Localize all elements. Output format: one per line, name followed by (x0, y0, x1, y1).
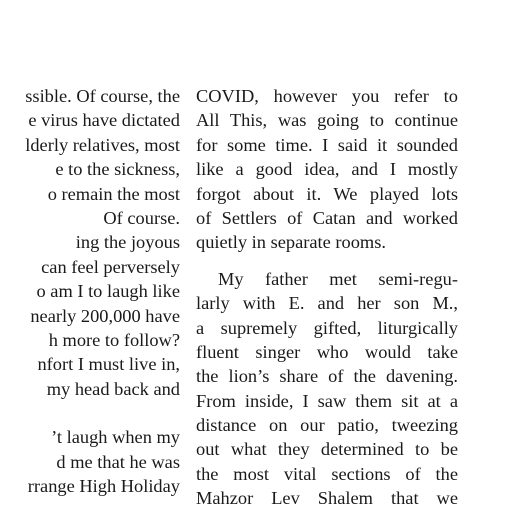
text-line: larly with E. and her son M., (196, 293, 458, 314)
paragraph (196, 267, 458, 511)
text-line: e virus have dictated (28, 110, 180, 131)
text-line: out what they determined to be (196, 439, 458, 460)
text-line: My father met semi-regu- (218, 268, 458, 289)
text-line: nfort I must live in, (37, 354, 180, 375)
text-line: the most vital sections of the (196, 463, 458, 484)
text-line: ing the joyous (75, 232, 180, 253)
text-line: COVID, however you refer to (196, 86, 458, 106)
text-line: Mahzor Lev Shalem that we (196, 488, 458, 509)
text-line: ssible. Of course, the (25, 86, 180, 106)
text-line: can feel perversely (41, 256, 180, 277)
text-line: forgot about it. We played lots (196, 183, 458, 204)
text-line: From inside, I saw them sit at a (196, 390, 458, 411)
right-text-column (196, 84, 458, 511)
paragraph (196, 84, 458, 255)
text-line-blank (0, 401, 180, 425)
text-line: d me that he was (56, 451, 180, 472)
text-line: h more to follow? (48, 329, 180, 350)
text-line: nearly 200,000 have (30, 305, 180, 326)
text-line: quietly in separate rooms. (196, 232, 386, 253)
text-line: like a good idea, and I mostly (196, 159, 458, 180)
paragraph-spacer (196, 255, 458, 267)
text-line: lderly relatives, most (25, 134, 180, 155)
text-line: Of course. (103, 207, 180, 228)
text-line: distance on our patio, tweezing (196, 415, 458, 436)
text-line: ’t laugh when my (51, 427, 180, 448)
text-line: e to the sickness, (55, 159, 180, 180)
text-line: o am I to laugh like (36, 281, 180, 302)
text-line: for some time. I said it sounded (196, 134, 458, 155)
text-line: o remain the most (47, 183, 180, 204)
left-text-column (0, 84, 180, 499)
text-line: a supremely gifted, liturgically (196, 317, 458, 338)
text-line: of Settlers of Catan and worked (196, 207, 458, 228)
text-line: my head back and (46, 378, 180, 399)
text-line: the lion’s share of the davening. (196, 366, 458, 387)
text-line: rrange High Holiday (27, 476, 180, 497)
text-line: fluent singer who would take (196, 341, 458, 362)
text-line: All This, was going to continue (196, 110, 458, 131)
